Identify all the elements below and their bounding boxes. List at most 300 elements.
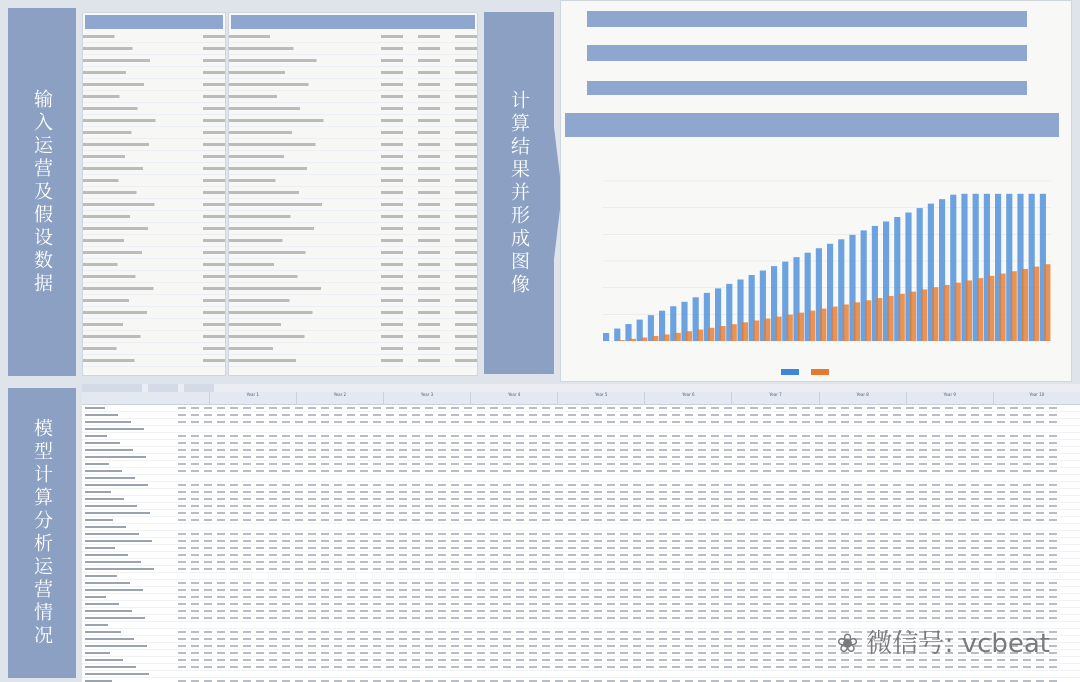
table-cell: [240, 510, 253, 516]
table-cell: [409, 426, 422, 432]
table-cell: [877, 559, 890, 565]
input-row-value[interactable]: [188, 275, 225, 278]
table-cell: [812, 426, 825, 432]
table-cell: [890, 531, 903, 537]
input-row-value[interactable]: [440, 95, 477, 98]
input-row-value[interactable]: [366, 47, 403, 50]
table-cell: [227, 405, 240, 411]
table-cell: [240, 440, 253, 446]
table-tab[interactable]: [148, 384, 178, 392]
table-cell: [357, 496, 370, 502]
table-cell: [1007, 678, 1020, 682]
table-cell: [1020, 573, 1033, 579]
input-row-value[interactable]: [188, 71, 225, 74]
table-cell: [825, 545, 838, 551]
input-row-value[interactable]: [403, 83, 440, 86]
table-cell: [448, 496, 461, 502]
input-row-value[interactable]: [440, 47, 477, 50]
table-cell: [565, 545, 578, 551]
table-cell: [617, 510, 630, 516]
table-cell: [760, 517, 773, 523]
input-row-value[interactable]: [188, 359, 225, 362]
input-row-value[interactable]: [440, 227, 477, 230]
table-cell: [968, 552, 981, 558]
table-cell: [786, 447, 799, 453]
input-row-value[interactable]: [188, 131, 225, 134]
input-row-label: [83, 275, 188, 278]
table-cell: [916, 524, 929, 530]
table-cell: [461, 405, 474, 411]
input-row-value[interactable]: [366, 143, 403, 146]
table-cell: [175, 678, 188, 682]
input-row-value[interactable]: [188, 227, 225, 230]
input-row-value[interactable]: [366, 263, 403, 266]
table-cell: [695, 496, 708, 502]
table-cell: [799, 636, 812, 642]
table-cell: [175, 405, 188, 411]
table-cell: [409, 538, 422, 544]
table-cell: [747, 587, 760, 593]
input-row-value[interactable]: [403, 143, 440, 146]
table-cell: [1046, 482, 1059, 488]
input-row-value[interactable]: [403, 155, 440, 158]
table-cell: [487, 566, 500, 572]
table-cell: [955, 594, 968, 600]
input-row: [83, 43, 225, 55]
table-cell: [240, 587, 253, 593]
input-row-value[interactable]: [366, 131, 403, 134]
input-row-value[interactable]: [366, 299, 403, 302]
input-row-value[interactable]: [188, 335, 225, 338]
table-cell: [656, 405, 669, 411]
chart-panel: [560, 0, 1072, 382]
input-row-value[interactable]: [366, 323, 403, 326]
table-cell: [422, 650, 435, 656]
table-cell: [396, 482, 409, 488]
input-row-value[interactable]: [188, 215, 225, 218]
table-cell: [760, 608, 773, 614]
table-cell: [864, 601, 877, 607]
table-cell: [591, 510, 604, 516]
input-row-value[interactable]: [403, 59, 440, 62]
table-cell: [1046, 475, 1059, 481]
table-cell: [825, 587, 838, 593]
input-row: [229, 79, 477, 91]
table-cell: [188, 412, 201, 418]
table-cell: [383, 643, 396, 649]
table-cell: [292, 601, 305, 607]
table-cell: [955, 510, 968, 516]
table-cell: [539, 650, 552, 656]
table-cell: [617, 671, 630, 677]
table-cell: [357, 510, 370, 516]
input-row-value[interactable]: [403, 239, 440, 242]
input-row: [83, 247, 225, 259]
table-cell: [799, 573, 812, 579]
input-row-value[interactable]: [440, 251, 477, 254]
input-row-value[interactable]: [403, 35, 440, 38]
input-row-value[interactable]: [440, 107, 477, 110]
input-row-value[interactable]: [440, 335, 477, 338]
table-cell: [565, 608, 578, 614]
table-cell: [994, 419, 1007, 425]
table-cell: [474, 461, 487, 467]
input-row-value[interactable]: [440, 299, 477, 302]
table-cell: [760, 538, 773, 544]
table-cell: [526, 538, 539, 544]
input-row-value[interactable]: [403, 179, 440, 182]
table-cell: [851, 566, 864, 572]
table-cell: [721, 461, 734, 467]
table-cell: [643, 580, 656, 586]
table-cell: [175, 426, 188, 432]
input-row-value[interactable]: [440, 347, 477, 350]
table-cell: [695, 517, 708, 523]
input-row-value[interactable]: [188, 287, 225, 290]
table-cell: [773, 608, 786, 614]
table-cell: [838, 510, 851, 516]
input-row-value[interactable]: [188, 251, 225, 254]
table-cell: [422, 671, 435, 677]
table-cell: [513, 678, 526, 682]
table-cell: [877, 664, 890, 670]
table-cell: [422, 643, 435, 649]
bar-orange: [686, 331, 692, 341]
input-row-value[interactable]: [403, 167, 440, 170]
table-cell: [344, 650, 357, 656]
table-cell: [955, 412, 968, 418]
table-cell: [474, 657, 487, 663]
table-cell: [890, 559, 903, 565]
table-cell: [448, 650, 461, 656]
table-cell: [1033, 405, 1046, 411]
input-row-value[interactable]: [188, 191, 225, 194]
table-cell: [1046, 461, 1059, 467]
table-cell: [370, 461, 383, 467]
input-row-value[interactable]: [366, 59, 403, 62]
input-row-value[interactable]: [188, 83, 225, 86]
table-cell: [487, 482, 500, 488]
table-cell: [396, 678, 409, 682]
row-label: [82, 664, 175, 670]
table-tab[interactable]: [184, 384, 214, 392]
table-cell: [656, 496, 669, 502]
table-cell: [292, 412, 305, 418]
table-cell: [799, 482, 812, 488]
table-cell: [682, 643, 695, 649]
table-cell: [929, 468, 942, 474]
input-row-value[interactable]: [403, 203, 440, 206]
table-cell: [396, 608, 409, 614]
input-row-value[interactable]: [366, 311, 403, 314]
input-row-value[interactable]: [403, 47, 440, 50]
input-row-value[interactable]: [403, 191, 440, 194]
table-cell: [331, 405, 344, 411]
table-cell: [838, 405, 851, 411]
input-row-value[interactable]: [188, 59, 225, 62]
input-row-value[interactable]: [440, 83, 477, 86]
input-row-label: [229, 251, 366, 254]
table-cell: [435, 447, 448, 453]
row-label: [82, 503, 175, 509]
table-cell: [578, 510, 591, 516]
input-row-value[interactable]: [440, 287, 477, 290]
input-row-value[interactable]: [440, 239, 477, 242]
table-cell: [799, 671, 812, 677]
table-cell: [942, 594, 955, 600]
input-row-label: [229, 95, 366, 98]
input-row-value[interactable]: [366, 251, 403, 254]
table-cell: [240, 573, 253, 579]
input-row-value[interactable]: [366, 155, 403, 158]
input-row-value[interactable]: [366, 227, 403, 230]
table-cell: [916, 580, 929, 586]
input-row-value[interactable]: [403, 119, 440, 122]
input-row-value[interactable]: [366, 119, 403, 122]
table-cell: [214, 433, 227, 439]
table-cell: [461, 678, 474, 682]
table-cell: [578, 524, 591, 530]
input-row-value[interactable]: [366, 203, 403, 206]
table-cell: [526, 657, 539, 663]
table-cell: [214, 489, 227, 495]
table-cell: [513, 510, 526, 516]
table-cell: [968, 566, 981, 572]
input-row-value[interactable]: [188, 35, 225, 38]
input-row-value[interactable]: [366, 35, 403, 38]
table-cell: [695, 440, 708, 446]
table-cell: [591, 454, 604, 460]
input-row-value[interactable]: [440, 323, 477, 326]
table-cell: [409, 461, 422, 467]
input-row-value[interactable]: [440, 131, 477, 134]
table-cell: [175, 454, 188, 460]
table-cell: [396, 587, 409, 593]
table-cell: [513, 622, 526, 628]
input-row-label: [83, 239, 188, 242]
table-cell: [994, 573, 1007, 579]
table-cell: [552, 433, 565, 439]
table-cell: [357, 650, 370, 656]
input-row-value[interactable]: [366, 107, 403, 110]
input-row-value[interactable]: [440, 203, 477, 206]
table-cell: [279, 489, 292, 495]
input-row-value[interactable]: [403, 287, 440, 290]
table-cell: [279, 650, 292, 656]
input-row-value[interactable]: [440, 359, 477, 362]
input-row-value[interactable]: [440, 59, 477, 62]
input-row-value[interactable]: [366, 95, 403, 98]
input-row-value[interactable]: [188, 239, 225, 242]
table-cell: [578, 419, 591, 425]
table-cell: [812, 517, 825, 523]
input-row-value[interactable]: [403, 215, 440, 218]
table-cell: [1007, 664, 1020, 670]
input-row-value[interactable]: [366, 359, 403, 362]
table-cell: [552, 622, 565, 628]
input-row-value[interactable]: [188, 155, 225, 158]
input-row-value[interactable]: [366, 179, 403, 182]
input-row-value[interactable]: [188, 311, 225, 314]
table-cell: [474, 454, 487, 460]
table-cell: [175, 608, 188, 614]
input-row: [83, 211, 225, 223]
input-row-value[interactable]: [403, 347, 440, 350]
table-cell: [773, 552, 786, 558]
table-cell: [435, 482, 448, 488]
input-row-value[interactable]: [188, 95, 225, 98]
table-cell: [331, 538, 344, 544]
input-row-value[interactable]: [188, 263, 225, 266]
table-cell: [734, 615, 747, 621]
input-row-value[interactable]: [366, 167, 403, 170]
input-row-value[interactable]: [403, 299, 440, 302]
input-row-value[interactable]: [188, 107, 225, 110]
table-cell: [617, 566, 630, 572]
table-cell: [383, 671, 396, 677]
input-row-value[interactable]: [366, 191, 403, 194]
input-row-value[interactable]: [188, 47, 225, 50]
table-cell: [526, 566, 539, 572]
input-row-value[interactable]: [366, 335, 403, 338]
table-cell: [1007, 559, 1020, 565]
table-cell: [981, 433, 994, 439]
table-cell: [500, 412, 513, 418]
input-row-value[interactable]: [440, 35, 477, 38]
table-cell: [786, 433, 799, 439]
table-cell: [539, 671, 552, 677]
input-row-value[interactable]: [440, 311, 477, 314]
input-row-value[interactable]: [440, 143, 477, 146]
input-row-value[interactable]: [188, 323, 225, 326]
table-cell: [591, 643, 604, 649]
input-row-value[interactable]: [188, 179, 225, 182]
input-row-value[interactable]: [440, 275, 477, 278]
input-row-value[interactable]: [366, 83, 403, 86]
input-row-value[interactable]: [440, 215, 477, 218]
input-row-value[interactable]: [403, 311, 440, 314]
table-cell: [526, 664, 539, 670]
input-row: [83, 307, 225, 319]
table-cell: [708, 601, 721, 607]
table-cell: [1007, 496, 1020, 502]
table-cell: [448, 503, 461, 509]
table-cell: [981, 601, 994, 607]
table-cell: [890, 601, 903, 607]
table-cell: [955, 475, 968, 481]
table-cell: [526, 587, 539, 593]
input-row-value[interactable]: [188, 143, 225, 146]
input-row-value[interactable]: [366, 275, 403, 278]
table-cell: [981, 503, 994, 509]
table-cell: [370, 531, 383, 537]
table-cell: [279, 608, 292, 614]
input-row-value[interactable]: [403, 131, 440, 134]
input-row-value[interactable]: [366, 347, 403, 350]
input-row-label: [83, 167, 188, 170]
table-cell: [266, 594, 279, 600]
table-cell: [760, 426, 773, 432]
input-row-value[interactable]: [403, 227, 440, 230]
table-cell: [708, 594, 721, 600]
table-cell: [461, 573, 474, 579]
input-row-value[interactable]: [403, 263, 440, 266]
input-row-value[interactable]: [403, 323, 440, 326]
table-cell: [851, 545, 864, 551]
input-row-value[interactable]: [366, 71, 403, 74]
table-cell: [240, 608, 253, 614]
input-row-value[interactable]: [440, 167, 477, 170]
input-row-value[interactable]: [440, 263, 477, 266]
input-row-value[interactable]: [188, 347, 225, 350]
table-cell: [409, 419, 422, 425]
table-cell: [188, 524, 201, 530]
input-row-value[interactable]: [403, 251, 440, 254]
table-cell: [812, 496, 825, 502]
table-cell: [877, 573, 890, 579]
table-cell: [435, 559, 448, 565]
input-row-value[interactable]: [403, 275, 440, 278]
input-row-value[interactable]: [188, 203, 225, 206]
table-cell: [344, 671, 357, 677]
table-cell: [968, 587, 981, 593]
input-row-value[interactable]: [366, 239, 403, 242]
input-row-value[interactable]: [366, 287, 403, 290]
table-cell: [461, 538, 474, 544]
table-cell: [669, 650, 682, 656]
table-cell: [240, 538, 253, 544]
input-row-value[interactable]: [440, 179, 477, 182]
input-row-value[interactable]: [440, 71, 477, 74]
table-cell: [1007, 524, 1020, 530]
bar-orange: [619, 340, 625, 341]
input-row-value[interactable]: [188, 299, 225, 302]
table-cell: [630, 531, 643, 537]
input-row-label: [229, 71, 366, 74]
table-cell: [578, 657, 591, 663]
input-row-value[interactable]: [403, 95, 440, 98]
table-cell: [435, 580, 448, 586]
arrow-shape: [540, 12, 562, 374]
input-row-value[interactable]: [188, 167, 225, 170]
table-cell: [539, 566, 552, 572]
table-cell: [656, 454, 669, 460]
table-cell: [760, 566, 773, 572]
input-row-value[interactable]: [403, 71, 440, 74]
table-cell: [318, 636, 331, 642]
table-cell: [487, 489, 500, 495]
input-row-value[interactable]: [366, 215, 403, 218]
table-cell: [474, 664, 487, 670]
table-cell: [669, 552, 682, 558]
table-cell: [344, 426, 357, 432]
table-cell: [214, 608, 227, 614]
input-row-value[interactable]: [403, 107, 440, 110]
input-row-label: [83, 251, 188, 254]
input-row-value[interactable]: [403, 359, 440, 362]
table-cell: [188, 566, 201, 572]
table-cell: [799, 657, 812, 663]
input-row-value[interactable]: [440, 119, 477, 122]
table-cell: [266, 503, 279, 509]
input-row-value[interactable]: [188, 119, 225, 122]
table-cell: [370, 622, 383, 628]
input-row-value[interactable]: [440, 191, 477, 194]
table-cell: [955, 489, 968, 495]
table-tab[interactable]: [82, 384, 142, 392]
input-row-value[interactable]: [403, 335, 440, 338]
input-row-value[interactable]: [440, 155, 477, 158]
